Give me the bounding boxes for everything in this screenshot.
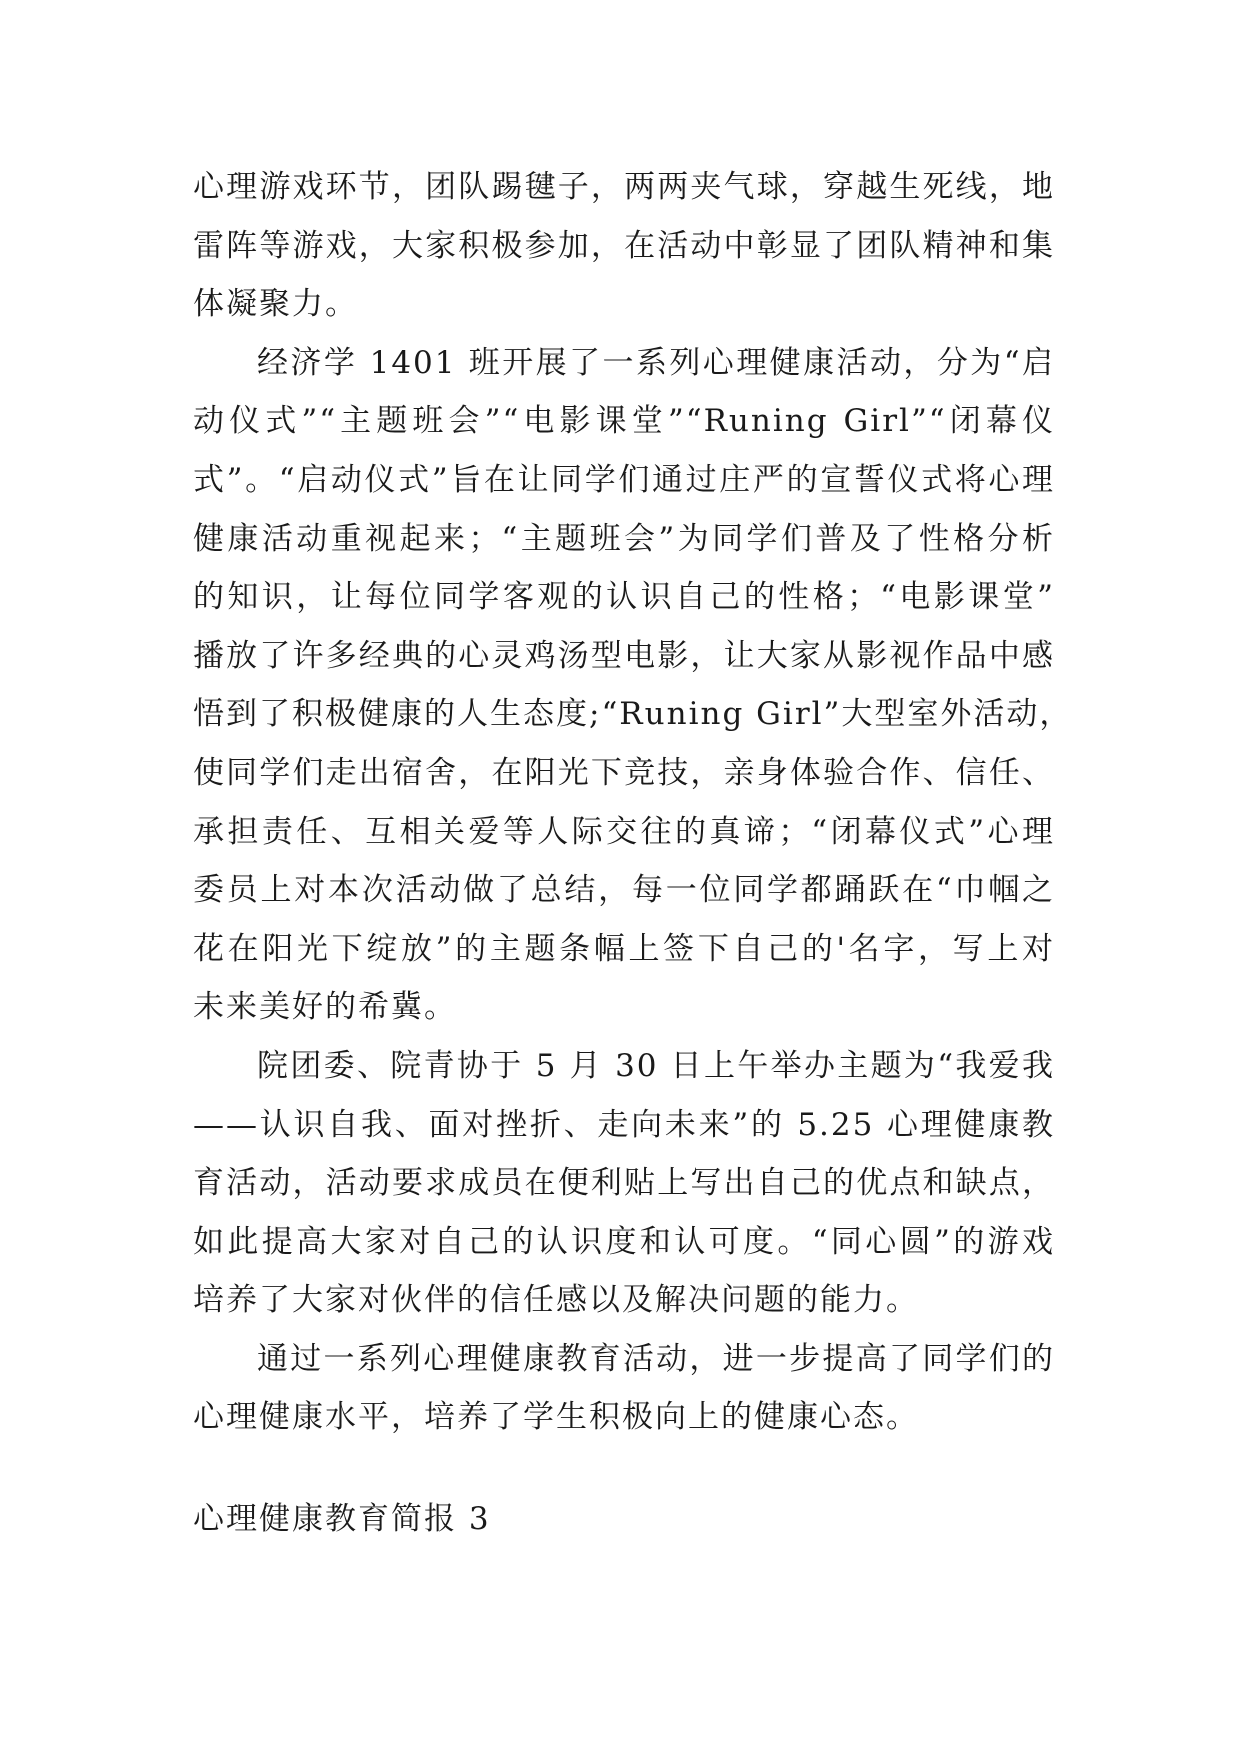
text-line: 委员上对本次活动做了总结，每一位同学都踊跃在“巾帼之: [193, 872, 1055, 909]
text-line: 通过一系列心理健康教育活动，进一步提高了同学们的: [257, 1340, 1055, 1377]
section-heading: 心理健康教育简报 3: [193, 1501, 491, 1537]
text-line: 式”。“启动仪式”旨在让同学们通过庄严的宣誓仪式将心理: [193, 461, 1055, 498]
text-line: 如此提高大家对自己的认识度和认可度。“同心圆”的游戏: [193, 1223, 1055, 1260]
text-line: 雷阵等游戏，大家积极参加，在活动中彰显了团队精神和集: [193, 227, 1055, 264]
text-line: 心理健康水平，培养了学生积极向上的健康心态。: [193, 1399, 919, 1436]
text-line: 承担责任、互相关爱等人际交往的真谛；“闭幕仪式”心理: [193, 813, 1055, 850]
paragraph-conclusion: [193, 1330, 1055, 1447]
text-line: 培养了大家对伙伴的信任感以及解决问题的能力。: [193, 1282, 919, 1319]
text-line: 健康活动重视起来；“主题班会”为同学们普及了性格分析: [193, 520, 1055, 557]
paragraph-games: [193, 158, 1055, 334]
paragraph-economics-class: [193, 334, 1073, 1037]
text-line: 悟到了积极健康的人生态度;“Runing Girl”大型室外活动，: [193, 696, 1073, 733]
text-line: 使同学们走出宿舍，在阳光下竞技，亲身体验合作、信任、: [193, 754, 1055, 791]
text-line: 心理游戏环节，团队踢毽子，两两夹气球，穿越生死线，地: [193, 169, 1055, 205]
text-line: 育活动，活动要求成员在便利贴上写出自己的优点和缺点，: [193, 1165, 1055, 1202]
text-line: 未来美好的希冀。: [193, 989, 457, 1026]
text-line: 经济学 1401 班开展了一系列心理健康活动，分为“启: [257, 344, 1055, 381]
text-line: ——认识自我、面对挫折、走向未来”的 5.25 心理健康教: [193, 1106, 1055, 1143]
text-line: 花在阳光下绽放”的主题条幅上签下自己的'名字，写上对: [193, 930, 1055, 967]
text-line: 动仪式”“主题班会”“电影课堂”“Runing Girl”“闭幕仪: [193, 403, 1055, 440]
text-line: 播放了许多经典的心灵鸡汤型电影，让大家从影视作品中感: [193, 637, 1055, 674]
paragraph-youth-league: [193, 1037, 1055, 1330]
text-line: 的知识，让每位同学客观的认识自己的性格；“电影课堂”: [193, 579, 1055, 616]
body-text: [193, 158, 1073, 1447]
text-line: 体凝聚力。: [193, 286, 358, 323]
text-line: 院团委、院青协于 5 月 30 日上午举办主题为“我爱我: [257, 1047, 1055, 1084]
